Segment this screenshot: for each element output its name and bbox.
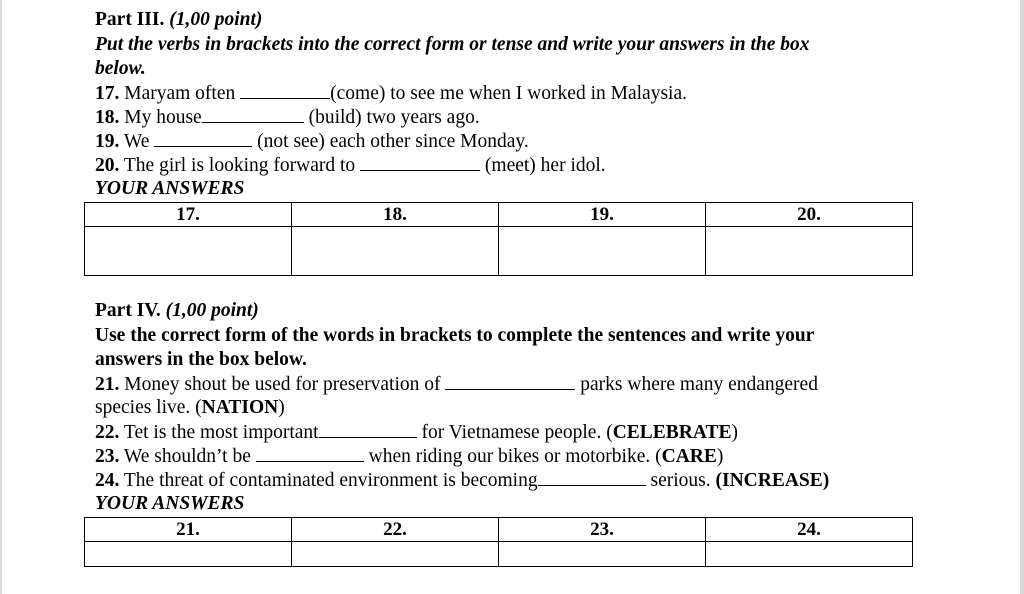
question-17 (95, 81, 687, 106)
question-number: 23. (95, 446, 120, 467)
question-19 (95, 129, 529, 154)
part3-instruction-line1: Put the verbs in brackets into the correct form or tense and write your answers in the box (95, 34, 810, 55)
answer-header-19: 19. (499, 203, 706, 227)
part4-title: Part IV. (95, 300, 161, 321)
answer-cell-24[interactable] (706, 542, 913, 567)
question-text: Money shout be used for preservation of (119, 374, 446, 395)
question-number: 20. (95, 155, 120, 176)
question-number: 18. (95, 107, 120, 128)
question-24 (95, 468, 829, 493)
part3-title: Part III. (95, 9, 165, 30)
question-21-continued (95, 396, 285, 420)
question-22 (95, 420, 738, 445)
answer-blank (154, 129, 252, 147)
answer-blank (445, 372, 575, 390)
part4-heading (95, 299, 259, 323)
answer-blank (202, 105, 304, 123)
question-text: ) (278, 397, 285, 418)
part3-answers-label: YOUR ANSWERS (95, 178, 245, 199)
keyword: (INCREASE) (715, 470, 830, 491)
question-text: The threat of contaminated environment is becoming (119, 470, 538, 491)
part4-answers-label: YOUR ANSWERS (95, 493, 245, 514)
question-text: ) (716, 446, 724, 467)
answer-blank (319, 420, 417, 438)
question-20 (95, 153, 606, 178)
question-text: when riding our bikes or motorbike. ( (363, 446, 662, 467)
question-text: serious. (645, 470, 716, 491)
page-border-right (1020, 0, 1024, 594)
question-text: We shouldn’t be (119, 446, 256, 467)
question-23 (95, 444, 723, 469)
question-text: parks where many endangered (575, 374, 818, 395)
part3-heading (95, 8, 262, 32)
part4-points: (1,00 point) (165, 300, 259, 321)
answer-blank (360, 153, 480, 171)
answer-blank (256, 444, 364, 462)
question-text: species live. ( (95, 397, 202, 418)
answer-cell-17[interactable] (85, 227, 292, 276)
answer-cell-19[interactable] (499, 227, 706, 276)
question-text: The girl is looking forward to (119, 155, 361, 176)
question-number: 21. (95, 374, 120, 395)
question-text: Tet is the most important (119, 422, 319, 443)
answer-cell-23[interactable] (499, 542, 706, 567)
part3-points: (1,00 point) (169, 9, 263, 30)
answer-cell-21[interactable] (85, 542, 292, 567)
answer-cell-22[interactable] (292, 542, 499, 567)
page-border-left (0, 0, 2, 594)
question-text: (build) two years ago. (303, 107, 480, 128)
part3-instruction-line2: below. (95, 58, 146, 79)
question-text: (meet) her idol. (480, 155, 606, 176)
question-text: We (119, 131, 155, 152)
question-number: 19. (95, 131, 120, 152)
answer-blank (240, 81, 330, 99)
question-number: 22. (95, 422, 120, 443)
keyword: CELEBRATE (612, 422, 732, 443)
keyword: CARE (661, 446, 717, 467)
question-21 (95, 372, 818, 397)
question-text: My house (119, 107, 202, 128)
answer-cell-18[interactable] (292, 227, 499, 276)
question-text: (come) to see me when I worked in Malaysia. (330, 83, 687, 104)
question-text: Maryam often (119, 83, 241, 104)
answer-header-22: 22. (292, 518, 499, 542)
question-18 (95, 105, 480, 130)
answer-header-20: 20. (706, 203, 913, 227)
question-text: for Vietnamese people. ( (416, 422, 613, 443)
question-text: (not see) each other since Monday. (252, 131, 529, 152)
part4-instruction-line2: answers in the box below. (95, 349, 307, 370)
part4-answer-table (84, 517, 913, 567)
answer-blank (538, 468, 646, 486)
question-text: ) (731, 422, 739, 443)
answer-header-17: 17. (85, 203, 292, 227)
question-number: 24. (95, 470, 120, 491)
answer-header-21: 21. (85, 518, 292, 542)
question-number: 17. (95, 83, 120, 104)
part3-answer-table (84, 202, 913, 276)
part4-instruction-line1: Use the correct form of the words in brackets to complete the sentences and write your (95, 325, 815, 346)
answer-cell-20[interactable] (706, 227, 913, 276)
answer-header-24: 24. (706, 518, 913, 542)
answer-header-23: 23. (499, 518, 706, 542)
keyword: NATION (201, 397, 279, 418)
answer-header-18: 18. (292, 203, 499, 227)
